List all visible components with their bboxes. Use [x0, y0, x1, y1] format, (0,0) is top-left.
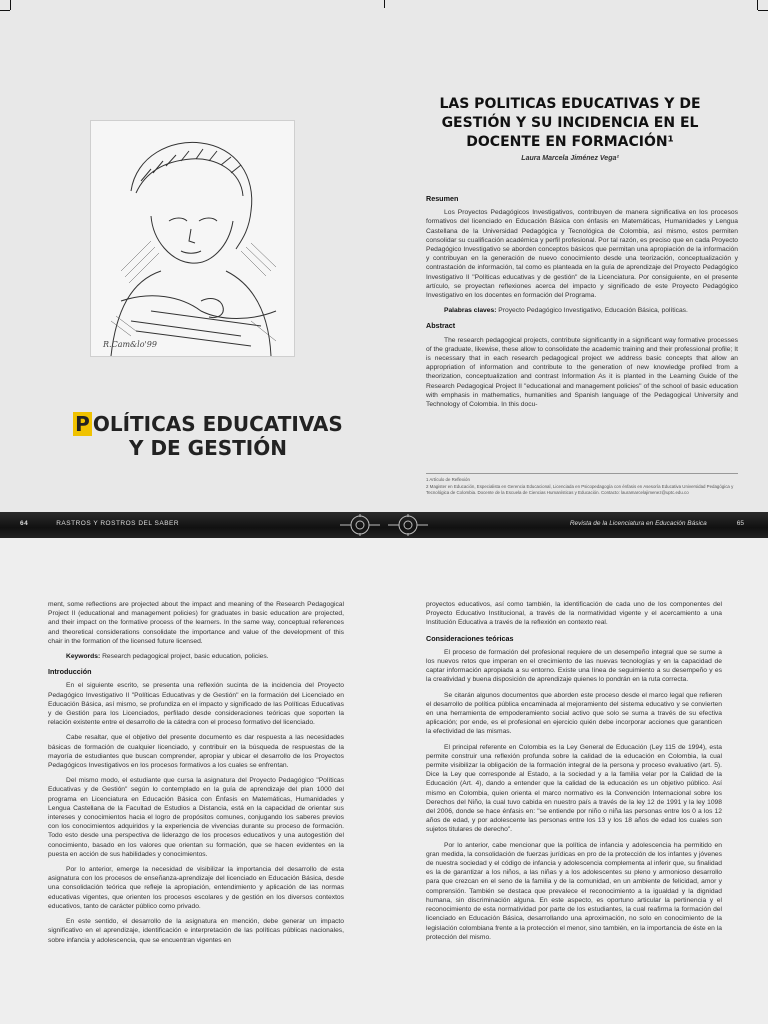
palabras-label: Palabras claves: [444, 307, 497, 315]
article-author: Laura Marcela Jiménez Vega² [521, 155, 619, 162]
palabras-claves [426, 306, 738, 315]
crop-mark [0, 10, 10, 11]
article-title: LAS POLITICAS EDUCATIVAS Y DE GESTIÓN Y SU INCIDENCIA EN EL DOCENTE EN FORMACIÓN¹ [439, 96, 701, 150]
child-reading-sketch [91, 121, 294, 356]
crop-mark [758, 10, 768, 11]
footnotes [426, 473, 738, 496]
crop-mark [757, 0, 758, 10]
crop-mark [10, 0, 11, 10]
theory-paragraph-1: El proceso de formación del profesional requiere de un desempeño integral que se sume a los nuevos retos que imperan en el crecimiento de las nuevas tecnologías y en la capacidad de captar información apropiada a su entorno. Existe una línea de seguimiento a su desempeño y es la creatividad y buena disposición de aprendizaje quienes lo pondrán en la ruta correcta. [426, 648, 722, 684]
running-head-band [0, 512, 768, 538]
keywords-label: Keywords: [66, 653, 101, 661]
abstract-continued: ment, some reflections are projected about the impact and meaning of the Research Pedagogical Project II (educational and management policies) for graduates in basic education are projected, and their impact on the formative process of the learners. In the same way, conceptual references and theoretical considerations consolidate the importance and value of the development of this chair in the formation of the licensed future licensed. [48, 601, 344, 645]
continued-paragraph: proyectos educativos, así como también, la identificación de cada uno de los componentes del Proyecto Educativo Institucional, a través de la normatividad vigente y el acercamiento a una Institución Educativa a través de la reflexión en contexto real. [426, 601, 722, 627]
palabras-text: Proyecto Pedagógico Investigativo, Educación Básica, políticas. [498, 307, 688, 315]
intro-paragraph-4: Por lo anterior, emerge la necesidad de visibilizar la importancia del desarrollo de esta asignatura con los procesos de enseñanza-aprendizaje del licenciado en Educación Básica, desde una consolidación teórica que refleje la apropiación, entendimiento y aplicación de las normas educativas vigentes, que orienten los procesos escolares y de gestión en los diversos contextos educativos, tanto de carácter público como privado. [48, 866, 344, 910]
theory-paragraph-4: Por lo anterior, cabe mencionar que la política de infancia y adolescencia ha permitido en gran medida, la consolidación de fuerzas jurídicas en pro de la protección de los infantes y jóvenes de nuestra sociedad y el código de infancia y adolescencia complementa al inferir que, su finalidad es la de garantizar a los niños, a las niñas y a los adolescentes su pleno y armonioso desarrollo para que crezcan en el seno de la familia y de la comunidad, en un ambiente de felicidad, amor y comprensión. También se destaca que prevalece el reconocimiento a la igualdad y la dignidad humana, sin discriminación alguna. En este aspecto, es oportuno articular la pertinencia y el reconocimiento de esta normatividad por parte de los estudiantes, la cual reafirma la formación del licenciado en Educación Básica, desarrollando una aproximación, no solo en conocimiento de la legislación colombiana frente a la protección el menor, sino también, en la importancia de éste en la protección del mismo. [426, 841, 722, 941]
introduccion-heading: Introducción [48, 667, 92, 677]
intro-paragraph-5: En este sentido, el desarrollo de la asignatura en mención, debe generar un impacto significativo en el aprendizaje, identificación e interpretación de las políticas públicas nacionales, sobre infancia y adolescencia, que se encuentran vigentes en [48, 918, 344, 944]
sketch-illustration [90, 120, 295, 357]
ornament-icon [378, 512, 438, 538]
title-line1: OLÍTICAS EDUCATIVAS [92, 412, 343, 436]
intro-paragraph-2: Cabe resaltar, que el objetivo del presente documento es dar respuesta a las necesidades básicas de formación de cualquier licenciado, y contribuir en la búsqueda de respuestas de la mayoría de estudiantes que buscan comprender, apropiar y ubicar el desarrollo de los Proyectos Pedagógicos Investigativos en los procesos formativos a los cuales se enfrentan. [48, 734, 344, 770]
right-running-title: Revista de la Licenciatura en Educación Básica [569, 520, 707, 527]
keywords-text: Research pedagogical project, basic education, policies. [102, 653, 269, 661]
theory-paragraph-3: El principal referente en Colombia es la Ley General de Educación (Ley 115 de 1994), esta permite construir una reflexión profunda sobre la calidad de la educación en Colombia, la cual permite visibilizar la obligación de la formación integral de la persona y proceso evaluativo (art. 5). Dice la Ley que corresponde al Estado, a la sociedad y a la familia velar por la Calidad de la Educación (Art. 4), dando a entender que la calidad de la educación es un objetivo público. Así mismo en Colombia, quien orienta el marco normativo es la Convención Internacional sobre los Derechos del Niño, la cual tuvo cabida en nuestro país a través de la ley 12 de 1991 y la ley 1098 del 2006, donde se hace énfasis en: "se entiende por niño o niña las personas entre los 0 a los 12 años de edad, y por adolescente las personas entre los 13 y los 18 años de edad los cuales son sujetos titulares de derecho". [426, 743, 722, 834]
right-running-head [570, 520, 744, 527]
consideraciones-heading: Consideraciones teóricas [426, 633, 514, 643]
keywords [48, 652, 344, 661]
right-text-column [426, 600, 722, 948]
intro-paragraph-3: Del mismo modo, el estudiante que cursa la asignatura del Proyecto Pedagógico "Políticas Educativas y de Gestión" según lo contemplado en la guía de aprendizaje del plan 1000 del programa en Licenciatura en Educación Básica con Énfasis en Matemáticas, Humanidades y Lengua Castellana de la Facultad de Estudios a Distancia, está en la capacidad de orientar sus intereses y conocimientos hacia el logro de propósitos comunes, conjugando los saberes previos con los conocimientos adquiridos y la experiencia de vivencias durante su proceso de formación. Todo esto desde una perspectiva de liderazgo de los procesos educativos y una autogestión del conocimiento, basado en los valores que orientan su formación, que se hacen evidentes en la puesta en acción de sus habilidades y conocimientos. [48, 777, 344, 858]
abstract-text: The research pedagogical projects, contribute significantly in a significant way formative processes of the graduate, likewise, these allow to consolidate the academic training and their professional profile; It is necessary that in each research pedagogical project we address basic concepts that allow an appropriation of information and contribute to the generation of new knowledge profiled from a theorization, conceptualization and contrast Information As it is planted in the Learning Guide of the Research Pedagogical Project II "educational and management policies" of the school of basic education with emphasis in mathematics, humanities and Spanish language of the Pedagogical University and Technology of Colombia. In this docu- [426, 336, 738, 409]
theory-paragraph-2: Se citarán algunos documentos que aborden este proceso desde el marco legal que refieren el desarrollo de política pública encaminada al mejoramiento del sistema educativo y se convierten en una herramienta de empoderamiento social activo que solo se suma a través de su efectiva aplicación; por ende, es el profesional en ejercicio quién debe incorporar acciones que garanticen la efectividad de las mismas. [426, 691, 722, 736]
title-initial: P [75, 412, 90, 436]
svg-text:R.Cam&lo'99: R.Cam&lo'99 [103, 340, 157, 349]
left-page-number: 64 [20, 520, 29, 527]
abstract-heading: Abstract [426, 321, 456, 331]
left-running-title: RASTROS Y ROSTROS DEL SABER [56, 520, 180, 527]
resumen-heading: Resumen [426, 194, 459, 203]
intro-paragraph-1: En el siguiente escrito, se presenta una reflexión sucinta de la incidencia del Proyecto Pedagógico Investigativo II "Políticas Educativas y de Gestión" en la formación del Licenciado en Educación Básica, así mismo, se profundiza en el impacto y significado de las Políticas Educativas y de Gestión para los Licenciados, perfilado desde consideraciones teóricas que soporten la relación existente entre el desarrollo de la cátedra con el proceso formativo del licenciado. [48, 682, 344, 727]
crop-mark [384, 0, 385, 8]
title-line2: Y DE GESTIÓN [129, 436, 287, 460]
abstract-column [426, 190, 738, 415]
footnote-2: 2 Magister en Educación, Especialista en Gerencia Educacional, Licenciada en Psicopedagogía con énfasis en Asesoría Educativa Universidad Pedagógica y Tecnológica de Colombia. Docente de la Escuela de Ciencias Humanísticas y Educación. Contacto: lauramarcelajimenez@uptc.edu.co [426, 483, 734, 495]
right-page-number: 65 [736, 520, 744, 527]
resumen-text: Los Proyectos Pedagógicos Investigativos, contribuyen de manera significativa en los procesos formativos del licenciado en Educación Básica con énfasis en Matemáticas, Humanidades y Lengua Castellana de la Universidad Pedagógica y Tecnológica de Colombia, así mismo, estos permiten consolidar su cualificación académica y perfil profesional. Por tal razón, es preciso que en cada Proyecto Pedagógico Investigativo se aborden conceptos básicos que permitan una apropiación de la información y contribuyan en la generación de nuevo conocimiento desde una teorización, conceptualización y contrastación de información, tal como es planteada en la guía de aprendizaje del Proyecto Pedagógico Investigativo II "Políticas educativas y de gestión" de la Licenciatura. Por consiguiente, en el presente artículo, se proyectan reflexiones acerca del impacto y significado de este Proyecto Pedagógico Investigativo en los docentes en formación del Programa. [426, 209, 738, 300]
footnote-1: 1 Artículo de Reflexión [426, 477, 470, 482]
section-title [73, 412, 343, 460]
left-running-head [20, 520, 179, 527]
left-text-column [48, 600, 344, 951]
